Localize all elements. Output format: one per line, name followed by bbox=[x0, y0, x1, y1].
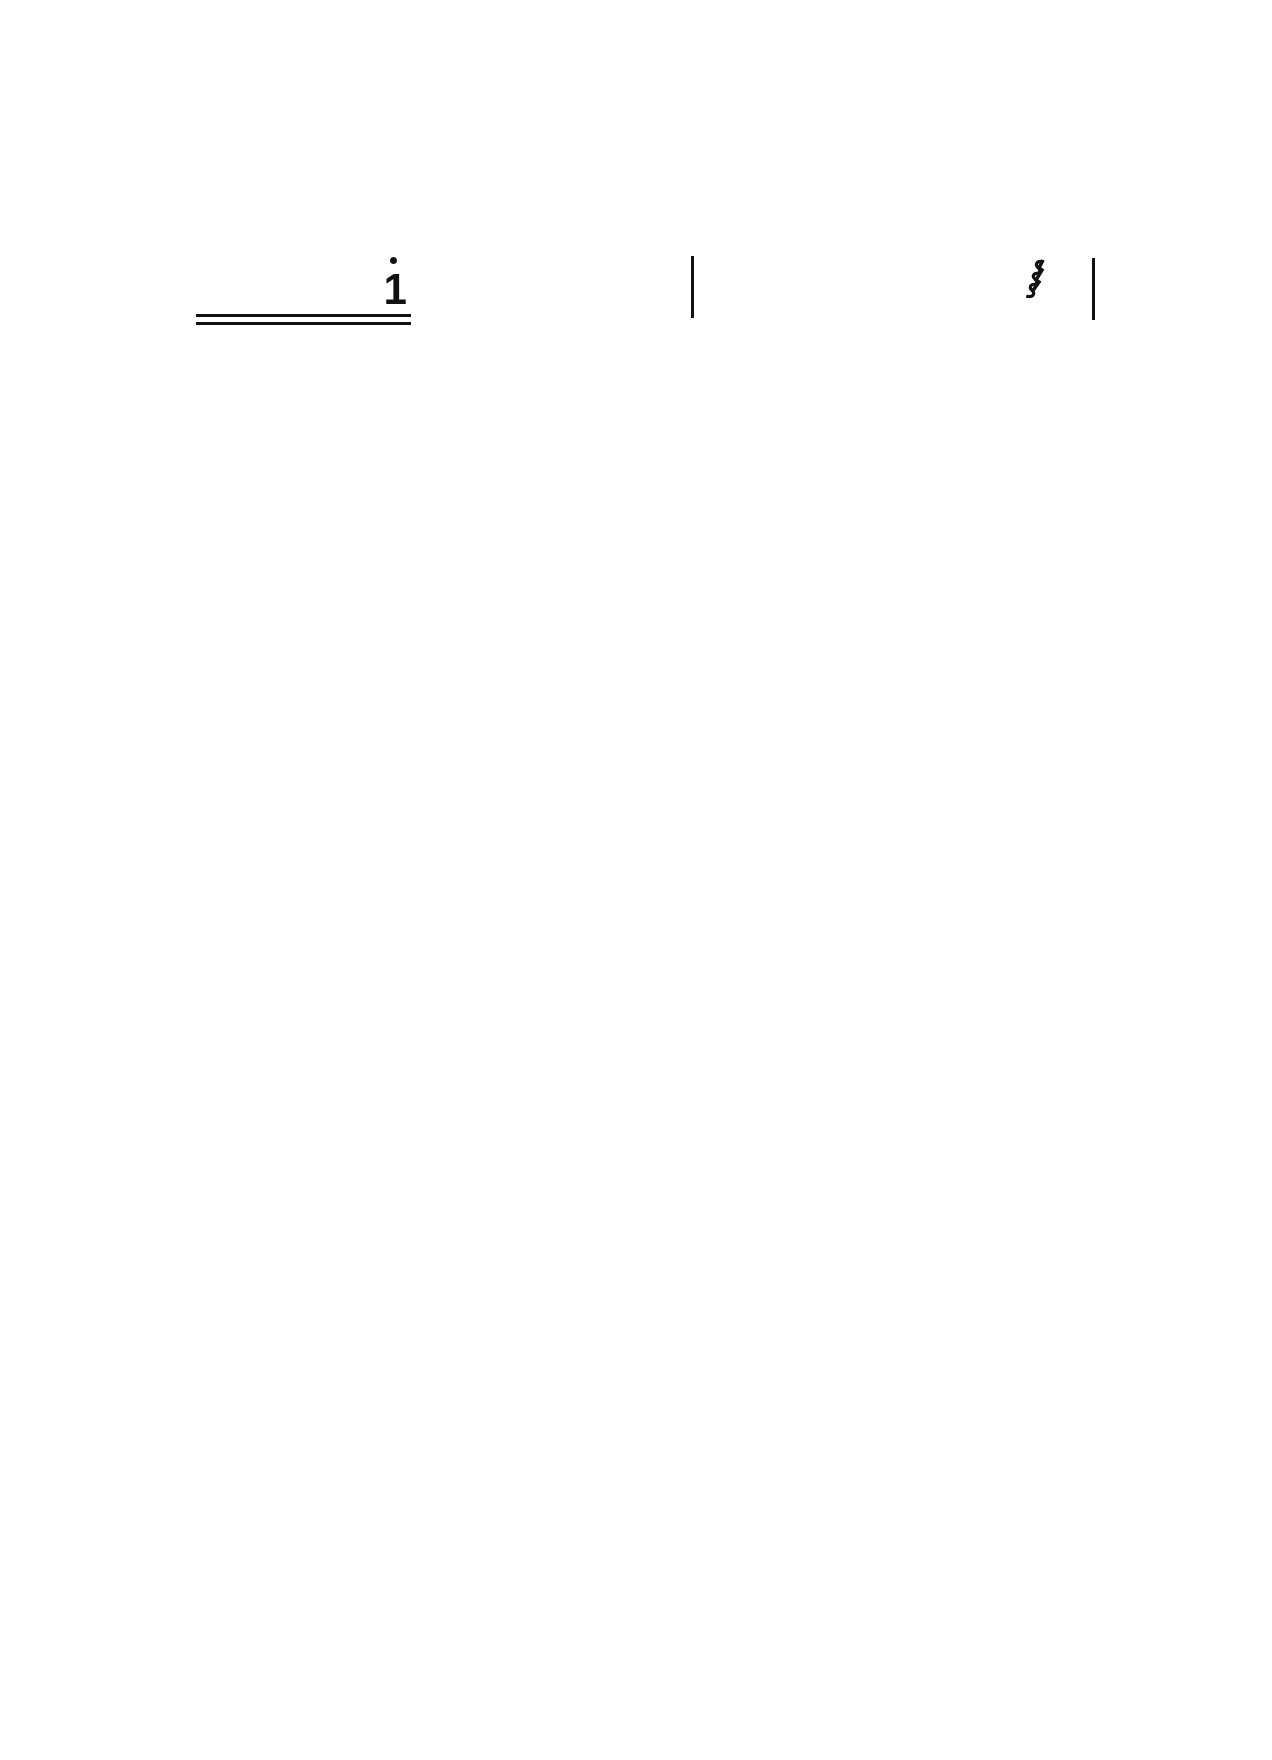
breath-mark-icon: ⸾ bbox=[1024, 256, 1047, 298]
barline bbox=[1092, 258, 1095, 320]
note-high-1: 1 bbox=[383, 265, 407, 314]
beam-line bbox=[196, 314, 411, 317]
breath-mark-icon bbox=[1027, 258, 1047, 294]
barline bbox=[691, 256, 694, 318]
beam-line bbox=[196, 322, 411, 325]
high-octave-dot bbox=[390, 257, 397, 264]
